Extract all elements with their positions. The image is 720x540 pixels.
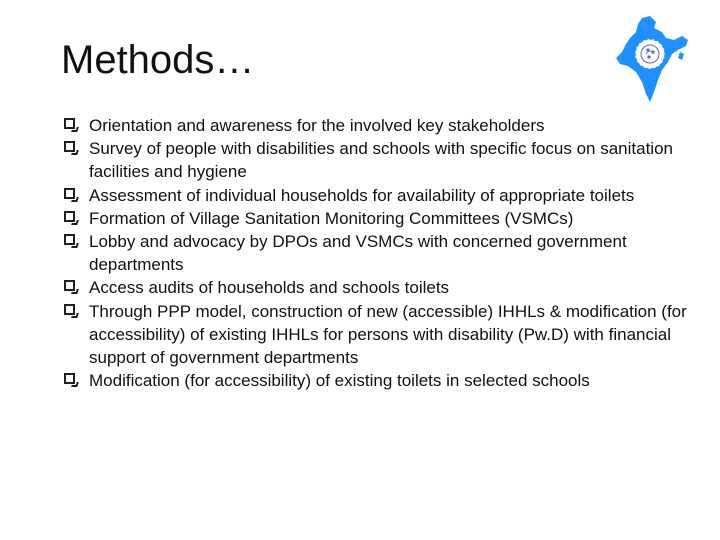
- checkbox-bullet-icon: [64, 211, 75, 222]
- list-item: [62, 230, 702, 276]
- list-item-text: Orientation and awareness for the involved key stakeholders: [89, 116, 545, 135]
- slide-title: Methods…: [61, 38, 255, 82]
- checkbox-bullet-icon: [64, 280, 75, 291]
- list-item: [62, 137, 702, 183]
- list-item: [62, 276, 702, 299]
- list-item-text: Assessment of individual households for availability of appropriate toilets: [89, 185, 635, 205]
- checkbox-bullet-icon: [64, 118, 75, 129]
- list-item: [62, 300, 702, 370]
- checkbox-bullet-icon: [64, 234, 75, 245]
- list-item-text: Formation of Village Sanitation Monitoring Committees (VSMCs): [89, 208, 574, 228]
- list-item-text: Access audits of households and schools toilets: [89, 278, 450, 298]
- list-item: [62, 369, 702, 392]
- india-map-logo-icon: [612, 14, 692, 106]
- checkbox-bullet-icon: [64, 141, 75, 152]
- checkbox-bullet-icon: [64, 304, 75, 315]
- methods-list: [62, 114, 702, 392]
- checkbox-bullet-icon: [64, 188, 75, 199]
- list-item-text: Through PPP model, construction of new (accessible) IHHLs & modification (for accessibility) of existing IHHLs for persons with disability (Pw.D) with financial support of government departments: [89, 301, 687, 368]
- list-item-text: Modification (for accessibility) of existing toilets in selected schools: [89, 371, 590, 391]
- list-item-text: Lobby and advocacy by DPOs and VSMCs with concerned government departments: [89, 232, 627, 275]
- list-item-text: Survey of people with disabilities and schools with specific focus on sanitation facilities and hygiene: [89, 139, 673, 182]
- list-item: [62, 207, 702, 230]
- list-item: [62, 114, 702, 137]
- checkbox-bullet-icon: [64, 373, 75, 384]
- list-item: [62, 184, 702, 207]
